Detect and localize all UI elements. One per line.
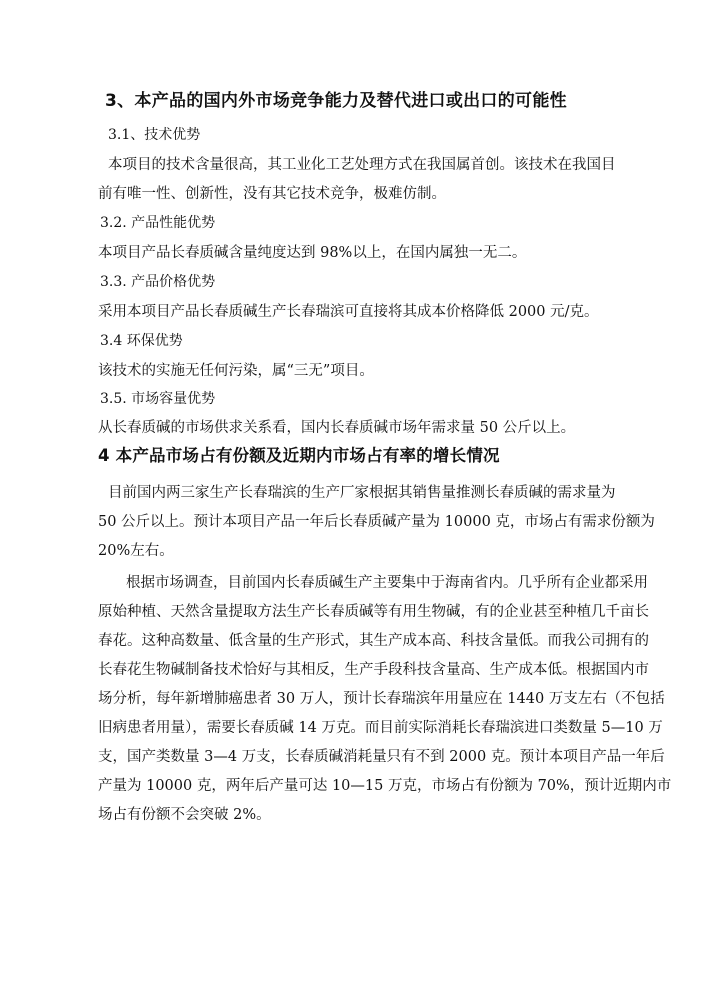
paragraph-line: 20%左右。 <box>98 543 174 559</box>
paragraph-line: 本项目产品长春质碱含量纯度达到 98%以上，在国内属独一无二。 <box>98 245 527 261</box>
paragraph-line: 采用本项目产品长春质碱生产长春瑞滨可直接将其成本价格降低 2000 元/克。 <box>98 304 599 320</box>
paragraph-line: 场分析，每年新增肺癌患者 30 万人，预计长春瑞滨年用量应在 1440 万支左右（不包括 <box>98 691 665 707</box>
paragraph-line: 从长春质碱的市场供求关系看，国内长春质碱市场年需求量 50 公斤以上。 <box>98 420 576 436</box>
subsection-3-5-heading: 3.5. 市场容量优势 <box>100 391 216 407</box>
subsection-3-4-heading: 3.4 环保优势 <box>100 333 183 349</box>
paragraph-line: 50 公斤以上。预计本项目产品一年后长春质碱产量为 10000 克，市场占有需求份额为 <box>98 514 655 530</box>
section-3-title: 3、本产品的国内外市场竞争能力及替代进口或出口的可能性 <box>105 91 567 111</box>
paragraph-line: 前有唯一性、创新性，没有其它技术竞争，极难仿制。 <box>98 186 446 202</box>
paragraph-line: 产量为 10000 克，两年后产量可达 10—15 万克，市场占有份额为 70%，预计近期内市 <box>98 778 672 794</box>
paragraph-line: 该技术的实施无任何污染，属“三无”项目。 <box>98 363 374 379</box>
paragraph-line: 旧病患者用量），需要长春质碱 14 万克。而目前实际消耗长春瑞滨进口类数量 5—10 万 <box>98 720 663 736</box>
paragraph-line: 春花。这种高数量、低含量的生产形式，其生产成本高、科技含量低。而我公司拥有的 <box>98 633 649 649</box>
section-4-title: 4 本产品市场占有份额及近期内市场占有率的增长情况 <box>98 446 500 465</box>
paragraph-line: 原始种植、天然含量提取方法生产长春质碱等有用生物碱，有的企业甚至种植几千亩长 <box>98 604 649 620</box>
paragraph-line: 长春花生物碱制备技术恰好与其相反，生产手段科技含量高、生产成本低。根据国内市 <box>98 662 649 678</box>
paragraph-line: 根据市场调查，目前国内长春质碱生产主要集中于海南省内。几乎所有企业都采用 <box>126 575 648 591</box>
paragraph-line: 场占有份额不会突破 2%。 <box>98 807 271 823</box>
subsection-3-3-heading: 3.3. 产品价格优势 <box>100 274 216 290</box>
paragraph-line: 支，国产类数量 3—4 万支，长春质碱消耗量只有不到 2000 克。预计本项目产品一年后 <box>98 749 665 765</box>
paragraph-line: 本项目的技术含量很高，其工业化工艺处理方式在我国属首创。该技术在我国目 <box>108 157 616 173</box>
paragraph-line: 目前国内两三家生产长春瑞滨的生产厂家根据其销售量推测长春质碱的需求量为 <box>108 485 616 501</box>
subsection-3-1-heading: 3.1、技术优势 <box>108 127 201 143</box>
subsection-3-2-heading: 3.2. 产品性能优势 <box>100 215 216 231</box>
